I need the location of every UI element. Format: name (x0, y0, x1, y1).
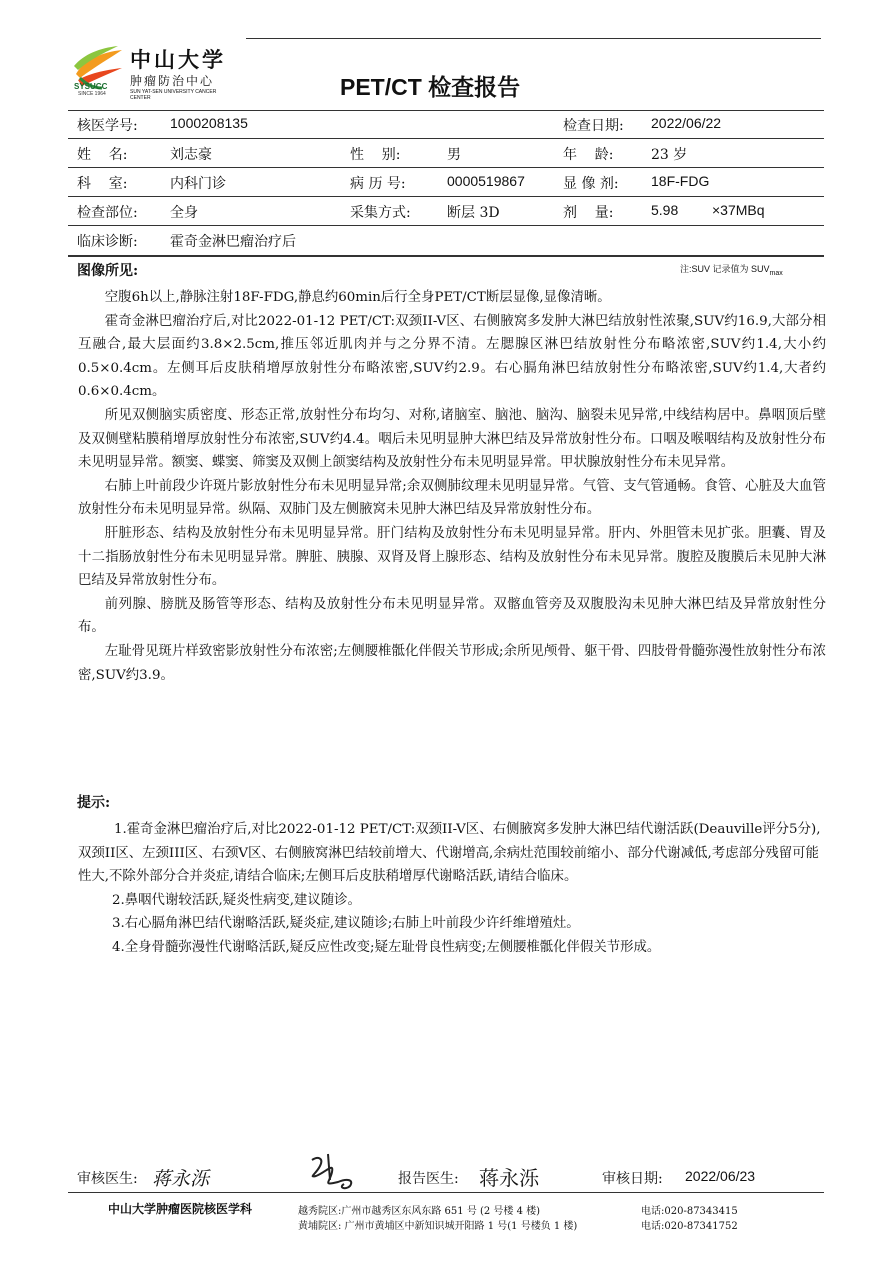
dose-label: 剂 量: (563, 205, 614, 221)
tips-heading: 提示: (77, 795, 111, 811)
center-name: 肿瘤防治中心 (130, 74, 215, 88)
reviewer-name: 蒋永泺 (152, 1168, 210, 1190)
dept-label: 科 室: (77, 176, 128, 192)
name-label: 姓 名: (77, 147, 128, 163)
suv-note (680, 262, 783, 277)
sex-value: 男 (447, 147, 461, 163)
info-rule-4 (68, 225, 824, 226)
tips-body (78, 818, 826, 960)
footer-tel-2: 电话:020-87341752 (641, 1221, 738, 1232)
reporter-label: 报告医生: (398, 1171, 459, 1187)
footer-address-2: 黄埔院区: 广州市黄埔区中新知识城开阳路 1 号(1 号楼负 1 楼) (298, 1221, 578, 1232)
findings-heading: 图像所见: (77, 263, 139, 279)
info-rule-5 (68, 255, 824, 257)
method-value: 断层 3D (447, 205, 500, 221)
reviewer-label: 审核医生: (77, 1171, 138, 1187)
agent-value: 18F-FDG (651, 173, 710, 189)
sex-label: 性 别: (350, 147, 401, 163)
findings-paragraph: 前列腺、膀胱及肠管等形态、结构及放射性分布未见明显异常。双髂血管旁及双腹股沟未见肿大淋巴结及异常放射性分布。 (78, 596, 826, 636)
findings-paragraph: 空腹6h以上,静脉注射18F-FDG,静息约60min后行全身PET/CT断层显像,显像清晰。 (104, 290, 611, 305)
info-rule-0 (68, 110, 824, 111)
footer-dept-name: 中山大学肿瘤医院核医学科 (108, 1202, 253, 1216)
review-date-value: 2022/06/23 (685, 1168, 756, 1184)
findings-body (78, 286, 826, 687)
age-label: 年 龄: (563, 147, 614, 163)
suv-note-sub: max (769, 269, 783, 277)
handwritten-signature-icon (298, 1152, 368, 1192)
reporter-name: 蒋永泺 (479, 1166, 539, 1190)
university-name: 中山大学 (130, 47, 226, 72)
diag-label: 临床诊断: (77, 234, 138, 250)
suv-note-text: 注:SUV 记录值为 SUV (680, 264, 770, 274)
info-rule-1 (68, 138, 824, 139)
dose-value: 5.98 (651, 202, 679, 218)
findings-paragraph: 所见双侧脑实质密度、形态正常,放射性分布均匀、对称,诸脑室、脑池、脑沟、脑裂未见异常,中线结构居中。鼻咽顶后壁及双侧壁粘膜稍增厚放射性分布浓密,SUV约4.4。咽后未见明显肿大淋巴结及异常放射性分布。口咽及喉咽结构及放射性分布未见明显异常。额窦、蝶窦、筛窦及双侧上颌窦结构及放射性分布未见明显异常。甲状腺放射性分布未见异常。 (78, 407, 826, 471)
tip-item: 1.霍奇金淋巴瘤治疗后,对比2022-01-12 PET/CT:双颈II-V区、右侧腋窝多发肿大淋巴结代谢活跃(Deauville评分5分),双颈II区、左颈III区、右颈V区、右侧腋窝淋巴结较前增大、代谢增高,余病灶范围较前缩小、部分代谢减低,考虑部分残留可能性大,不除外部分合并炎症,请结合临床;左侧耳后皮肤稍增厚代谢略活跃,请结合临床。 (78, 822, 821, 885)
name-value: 刘志豪 (170, 147, 212, 163)
tip-item: 4.全身骨髓弥漫性代谢略活跃,疑反应性改变;疑左耻骨良性病变;左侧腰椎骶化伴假关节形成。 (112, 939, 661, 955)
record-value: 0000519867 (447, 173, 525, 189)
agent-label: 显 像 剂: (563, 176, 619, 192)
tip-item: 2.鼻咽代谢较活跃,疑炎性病变,建议随诊。 (112, 892, 361, 908)
info-rule-2 (68, 167, 824, 168)
diag-value: 霍奇金淋巴瘤治疗后 (170, 234, 296, 250)
dept-value: 内科门诊 (170, 176, 226, 192)
dose-unit: ×37MBq (712, 202, 765, 218)
site-value: 全身 (170, 205, 198, 221)
findings-paragraph: 右肺上叶前段少许斑片影放射性分布未见明显异常;余双侧肺纹理未见明显异常。气管、支气管通畅。食管、心脏及大血管放射性分布未见明显异常。纵隔、双肺门及左侧腋窝未见肿大淋巴结及异常放射性分布。 (78, 478, 826, 518)
hospital-logo (70, 44, 230, 100)
logo-since: SINCE 1964 (78, 91, 106, 97)
footer-tel-1: 电话:020-87343415 (641, 1206, 738, 1217)
logo-abbr: SYSUCC (74, 82, 108, 91)
findings-paragraph: 霍奇金淋巴瘤治疗后,对比2022-01-12 PET/CT:双颈II-V区、右侧腋窝多发肿大淋巴结放射性浓聚,SUV约16.9,大部分相互融合,最大层面约3.8×2.5cm,推压邻近肌肉并与之分界不清。左腮腺区淋巴结放射性分布略浓密,SUV约1.4,大小约0.5×0.4cm。左侧耳后皮肤稍增厚放射性分布略浓密,SUV约2.9。右心膈角淋巴结放射性分布略浓密,SUV约1.4,大者约0.6×0.4cm。 (78, 313, 826, 400)
footer-rule (68, 1192, 824, 1193)
findings-paragraph: 肝脏形态、结构及放射性分布未见明显异常。肝门结构及放射性分布未见明显异常。肝内、外胆管未见扩张。胆囊、胃及十二指肠放射性分布未见明显异常。脾脏、胰腺、双肾及肾上腺形态、结构及放射性分布未见异常。腹腔及腹膜后未见肿大淋巴结及异常放射性分布。 (78, 525, 826, 589)
tip-item: 3.右心膈角淋巴结代谢略活跃,疑炎症,建议随诊;右肺上叶前段少许纤维增殖灶。 (112, 916, 580, 932)
footer-address-1: 越秀院区:广州市越秀区东风东路 651 号 (2 号楼 4 楼) (298, 1206, 541, 1217)
method-label: 采集方式: (350, 205, 411, 221)
header-top-rule (246, 38, 821, 39)
exam-date-value: 2022/06/22 (651, 115, 722, 131)
age-value: 23 岁 (651, 147, 688, 163)
center-name-en: SUN YAT-SEN UNIVERSITY CANCER CENTER (130, 89, 217, 101)
site-label: 检查部位: (77, 205, 138, 221)
review-date-label: 审核日期: (602, 1171, 663, 1187)
nm-id-value: 1000208135 (170, 115, 248, 131)
nm-id-label: 核医学号: (77, 118, 138, 134)
findings-paragraph: 左耻骨见斑片样致密影放射性分布浓密;左侧腰椎骶化伴假关节形成;余所见颅骨、躯干骨、四肢骨骨髓弥漫性放射性分布浓密,SUV约3.9。 (78, 643, 826, 683)
record-label: 病 历 号: (350, 176, 406, 192)
exam-date-label: 检查日期: (563, 118, 624, 134)
report-title: PET/CT 检查报告 (340, 74, 521, 100)
info-rule-3 (68, 196, 824, 197)
